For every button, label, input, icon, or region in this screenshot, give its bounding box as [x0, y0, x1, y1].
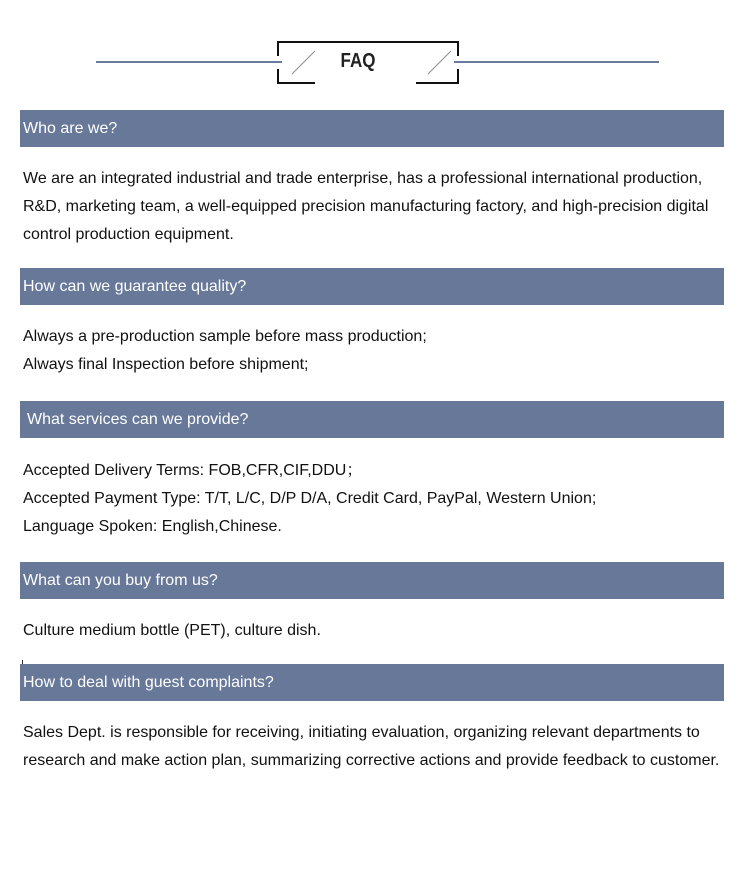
answer-complaints	[23, 719, 723, 775]
header-divider-right	[454, 61, 659, 63]
question-label: How can we guarantee quality?	[23, 278, 247, 295]
answer-text: Language Spoken: English,Chinese.	[23, 518, 282, 535]
answer-text: Culture medium bottle (PET), culture dish.	[23, 622, 321, 639]
question-buy	[20, 562, 724, 599]
answer-text: Sales Dept. is responsible for receiving, initiating evaluation, organizing relevant departments to research and make action plan, summarizing corrective actions and provide feedback to customer.	[23, 724, 720, 769]
question-label: Who are we?	[23, 120, 118, 137]
question-label: How to deal with guest complaints?	[23, 674, 274, 691]
answer-text: We are an integrated industrial and trade enterprise, has a professional international production, R&D, marketing team, a well-equipped precision manufacturing factory, and high-precision digital control production equipment.	[23, 170, 709, 243]
question-complaints	[20, 664, 724, 701]
answer-text: Always final Inspection before shipment;	[23, 356, 309, 373]
faq-title: FAQ	[340, 50, 376, 72]
answer-services	[23, 457, 723, 541]
faq-header	[0, 0, 750, 100]
answer-who-are-we	[23, 165, 723, 249]
question-label: What services can we provide?	[27, 411, 249, 428]
question-label: What can you buy from us?	[23, 572, 218, 589]
question-quality	[20, 268, 724, 305]
faq-title-frame	[277, 41, 459, 84]
answer-buy	[23, 617, 723, 645]
answer-text: Accepted Payment Type: T/T, L/C, D/P D/A, Credit Card, PayPal, Western Union;	[23, 490, 597, 507]
question-who-are-we	[20, 110, 724, 147]
header-divider-left	[96, 61, 282, 63]
answer-quality	[23, 323, 723, 379]
answer-text: Accepted Delivery Terms: FOB,CFR,CIF,DDU；	[23, 462, 363, 479]
answer-text: Always a pre-production sample before mass production;	[23, 328, 427, 345]
question-services	[20, 401, 724, 438]
